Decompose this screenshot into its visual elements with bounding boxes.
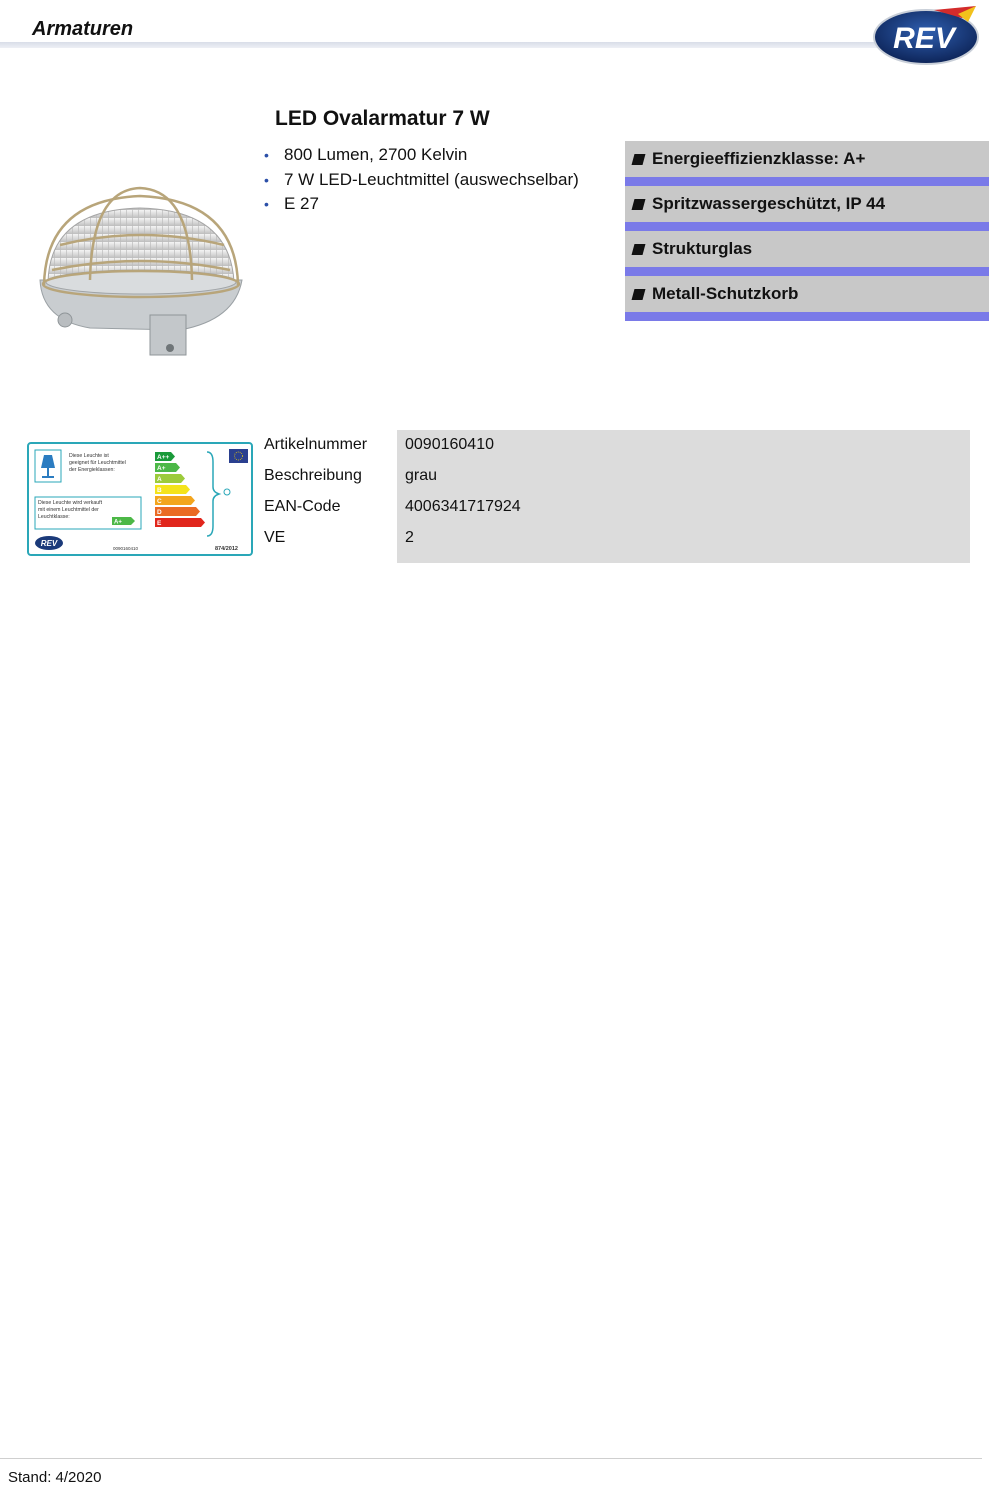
- table-row: [258, 430, 970, 461]
- feature-stripe: [625, 312, 989, 321]
- table-row: [258, 523, 970, 563]
- label-text-top: Diese Leuchte ist geeignet für Leuchtmittel der Energieklassen:: [69, 453, 126, 473]
- header-divider: [0, 42, 900, 48]
- square-bullet-icon: [632, 289, 646, 300]
- spec-value: 2: [405, 529, 414, 546]
- bullet-icon: •: [264, 147, 269, 163]
- logo-text: REV: [893, 22, 955, 55]
- feature-box: [625, 186, 989, 231]
- spec-key: Artikelnummer: [264, 436, 368, 453]
- feature-box: [625, 276, 989, 321]
- feature-stripe: [625, 222, 989, 231]
- spec-key: EAN-Code: [264, 498, 341, 515]
- sold-class-label: A+: [114, 519, 122, 526]
- energy-class-label: A++: [157, 454, 170, 461]
- feature-label: Metall-Schutzkorb: [652, 284, 799, 303]
- spec-value: grau: [405, 467, 438, 484]
- table-row: [258, 492, 970, 523]
- feature-stripe: [625, 267, 989, 276]
- stand-date: Stand: 4/2020: [8, 1469, 102, 1486]
- energy-class-arrow: [155, 507, 200, 516]
- spec-value: 0090160410: [405, 436, 494, 453]
- bullet-text: E 27: [284, 194, 319, 213]
- section-title: Armaturen: [32, 18, 134, 40]
- bullet-icon: •: [264, 196, 269, 212]
- energy-class-label: A: [157, 476, 162, 483]
- spec-value: 4006341717924: [405, 498, 521, 515]
- feature-stripe: [625, 177, 989, 186]
- square-bullet-icon: [632, 244, 646, 255]
- bullet-item: [262, 143, 579, 168]
- label-text-box: Diese Leuchte wird verkauft mit einem Leuchtmittel der Leuchtklasse:: [38, 500, 103, 520]
- feature-box: [625, 141, 989, 186]
- energy-class-label: C: [157, 498, 162, 505]
- rev-logo: [872, 4, 980, 66]
- feature-label: Spritzwassergeschützt, IP 44: [652, 194, 886, 213]
- footer-divider: [0, 1458, 982, 1459]
- energy-class-arrow: [155, 518, 205, 527]
- square-bullet-icon: [632, 199, 646, 210]
- square-bullet-icon: [632, 154, 646, 165]
- product-image: [30, 170, 252, 370]
- label-logo-text: REV: [40, 539, 58, 548]
- spec-key: Beschreibung: [264, 467, 362, 484]
- feature-box: [625, 231, 989, 276]
- table-row: [258, 461, 970, 492]
- label-regulation: 874/2012: [215, 546, 238, 552]
- feature-bullet-list: [262, 143, 579, 217]
- bullet-text: 7 W LED-Leuchtmittel (auswechselbar): [284, 169, 579, 189]
- bullet-text: 800 Lumen, 2700 Kelvin: [284, 145, 468, 164]
- product-title: LED Ovalarmatur 7 W: [275, 107, 490, 130]
- spec-key: VE: [264, 529, 286, 546]
- feature-label: Strukturglas: [652, 239, 753, 258]
- energy-class-label: D: [157, 509, 162, 516]
- energy-class-label: B: [157, 487, 162, 494]
- bullet-item: [262, 192, 579, 217]
- energy-class-label: A+: [157, 465, 166, 472]
- label-article-number: 0090160410: [113, 546, 139, 551]
- energy-label: [27, 442, 253, 556]
- feature-label: Energieeffizienzklasse: A+: [652, 149, 866, 168]
- bullet-icon: •: [264, 171, 269, 188]
- energy-class-label: E: [157, 520, 162, 527]
- bullet-item: [262, 168, 579, 193]
